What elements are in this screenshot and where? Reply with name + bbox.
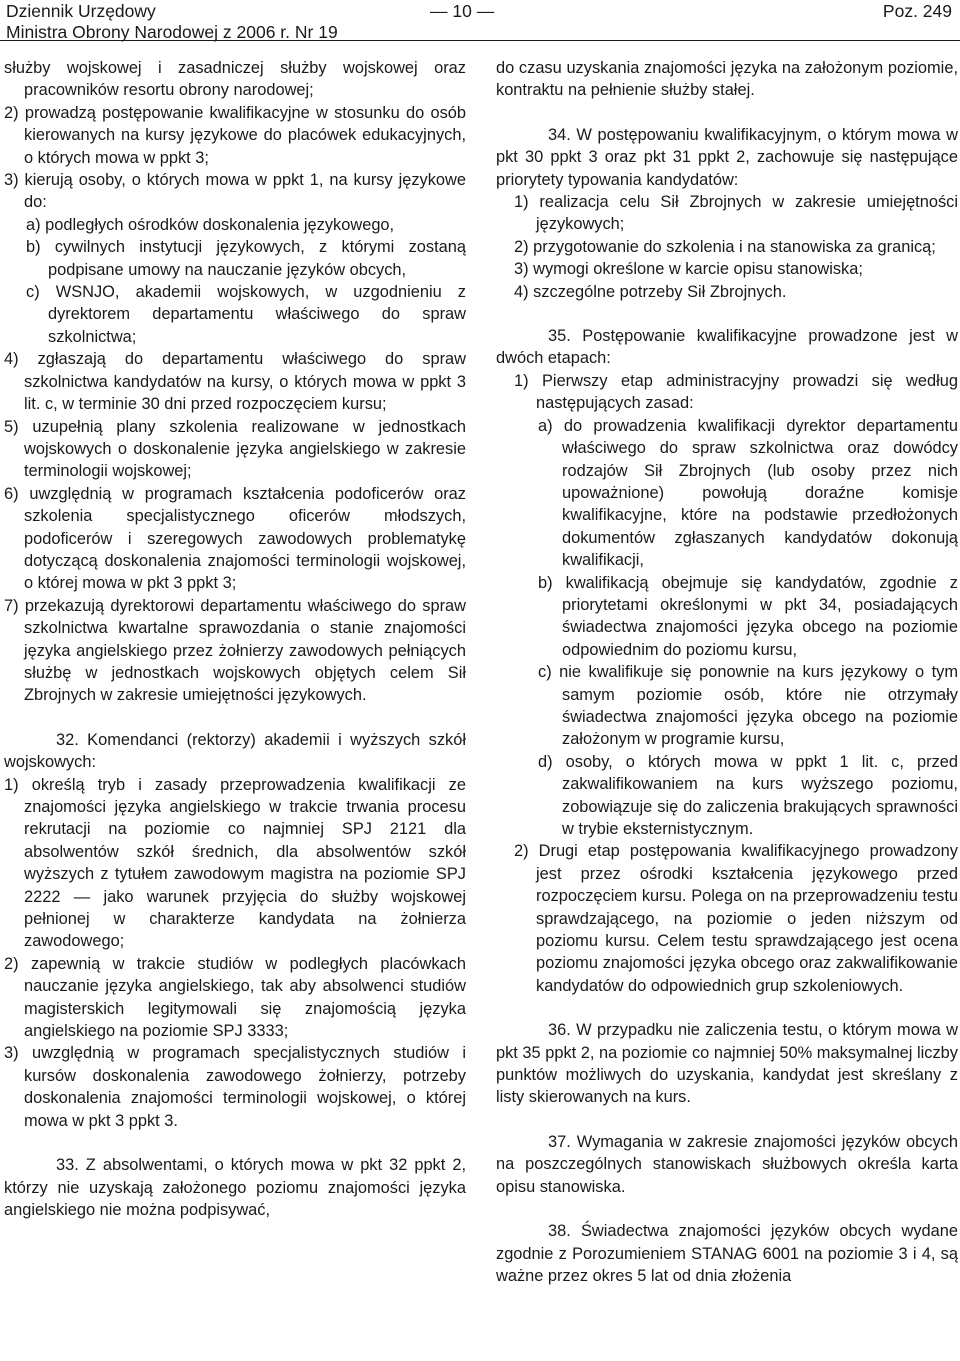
text-paragraph: c) nie kwalifikuje się ponownie na kurs językowy o tym samym poziomie osób, które nie otrzymały świadectwa znajomości języka obcego na poziomie założonym w programie kursu, <box>538 663 958 749</box>
text-paragraph: 36. W przypadku nie zaliczenia testu, o którym mowa w pkt 35 ppkt 2, na poziomie co najmniej 50% maksymalnej liczby punktów możliwych do uzyskania, kandydat jest skreślany z listy skierowanych na kurs. <box>496 1021 958 1107</box>
page-number: — 10 — <box>430 1 495 21</box>
right-text-column <box>496 57 958 1287</box>
text-paragraph: 2) Drugi etap postępowania kwalifikacyjnego prowadzony jest przez ośrodki kształcenia językowego przed rozpoczęciem kursu. Polega on na przeprowadzeniu testu sprawdzającego, na poziomie o jeden niższym od poziomu kursu. Celem testu sprawdzającego jest ocena poziomu znajomości języka obcego oraz zakwalifikowanie kandydatów do odpowiednich grup szkoleniowych. <box>514 842 958 995</box>
journal-name: Dziennik Urzędowy <box>6 1 156 21</box>
text-paragraph: służby wojskowej i zasadniczej służby wojskowej oraz pracowników resortu obrony narodowej; <box>4 59 466 100</box>
text-paragraph: 32. Komendanci (rektorzy) akademii i wyższych szkół wojskowych: <box>4 730 466 772</box>
text-paragraph: do czasu uzyskania znajomości języka na założonym poziomie, kontraktu na pełnienie służby stałej. <box>496 59 958 100</box>
paragraph-gap <box>4 707 466 729</box>
paragraph-gap <box>496 303 958 325</box>
text-paragraph: 2) przygotowanie do szkolenia i na stanowiska za granicą; <box>514 237 936 256</box>
text-paragraph: 1) określą tryb i zasady przeprowadzenia kwalifikacji ze znajomości języka angielskiego w trakcie trwania procesu rekrutacji na poziomie co najmniej SPJ 2121 dla absolwentów szkół średnich, dla absolwentów szkół wyższych z tytułem zawodowym magistra na poziomie SPJ 2222 — jako warunek przyjęcia do służby wojskowej pełnionej w charakterze kandydata na żołnierza zawodowego; <box>4 775 466 951</box>
position-number: Poz. 249 <box>882 1 952 21</box>
text-paragraph: 2) zapewnią w trakcie studiów w podległych placówkach nauczanie języka angielskiego, tak aby absolwenci studiów magisterskich legitymowali się znajomością języka angielskiego na poziomie SPJ 3333; <box>4 954 466 1041</box>
paragraph-gap <box>496 1198 958 1220</box>
text-paragraph: 6) uwzględnią w programach kształcenia podoficerów oraz szkolenia specjalistycznego oficerów młodszych, podoficerów i szeregowych zawodowych problematykę dotyczącą doskonalenia znajomości terminologii wojskowej, o której mowa w pkt 3 ppkt 3; <box>4 484 466 593</box>
text-paragraph: c) WSNJO, akademii wojskowych, w uzgodnieniu z dyrektorem departamentu właściwego do spraw szkolnictwa; <box>26 283 466 346</box>
text-paragraph: 5) uzupełnią plany szkolenia realizowane w jednostkach wojskowych o doskonalenie języka angielskiego w zakresie terminologii wojskowej; <box>4 417 466 481</box>
header-divider <box>0 40 960 41</box>
text-paragraph: 1) realizacja celu Sił Zbrojnych w zakresie umiejętności językowych; <box>514 193 958 234</box>
text-paragraph: 34. W postępowaniu kwalifikacyjnym, o którym mowa w pkt 30 ppkt 3 oraz pkt 31 ppkt 2, zachowuje się następujące priorytety typowania kandydatów: <box>496 125 958 189</box>
text-paragraph: 4) szczególne potrzeby Sił Zbrojnych. <box>514 282 787 301</box>
text-paragraph: a) podległych ośrodków doskonalenia językowego, <box>26 215 395 234</box>
text-paragraph: a) do prowadzenia kwalifikacji dyrektor departamentu właściwego do spraw szkolnictwa oraz dowódcy rodzajów Sił Zbrojnych (lub osoby przez nich upoważnione) powołują doraźne komisje kwalifikacyjne, które na podstawie przedłożonych dokumentów zgłaszanych kandydatów dokonują kwalifikacji, <box>538 416 958 570</box>
text-paragraph: d) osoby, o których mowa w ppkt 1 lit. c, przed zakwalifikowaniem na kurs wyższego poziomu, zobowiązuje się do zaliczenia brakujących sprawności w trybie eksternistycznym. <box>538 752 958 838</box>
paragraph-gap <box>496 1109 958 1131</box>
page-header <box>0 0 960 44</box>
paragraph-gap <box>4 1132 466 1154</box>
text-paragraph: 4) zgłaszają do departamentu właściwego do spraw szkolnictwa kandydatów na kursy, o których mowa w ppkt 3 lit. c, w terminie 30 dni przed rozpoczęciem kursu; <box>4 350 466 414</box>
text-paragraph: 3) uwzględnią w programach specjalistycznych studiów i kursów doskonalenia zawodowego żołnierzy, potrzeby doskonalenia znajomości terminologii wojskowej, o której mowa w pkt 3 ppkt 3. <box>4 1044 466 1130</box>
text-paragraph: 35. Postępowanie kwalifikacyjne prowadzone jest w dwóch etapach: <box>496 327 958 368</box>
left-text-column <box>4 57 466 1221</box>
text-paragraph: 37. Wymagania w zakresie znajomości języków obcych na poszczególnych stanowiskach służbowych określa karta opisu stanowiska. <box>496 1132 958 1196</box>
text-paragraph: 38. Świadectwa znajomości języków obcych wydane zgodnie z Porozumieniem STANAG 6001 na poziomie 3 i 4, są ważne przez okres 5 lat od dnia złożenia <box>496 1222 958 1285</box>
text-paragraph: 2) prowadzą postępowanie kwalifikacyjne w stosunku do osób kierowanych na kursy językowe do placówek edukacyjnych, o których mowa w ppkt 3; <box>4 103 466 167</box>
journal-issue: Ministra Obrony Narodowej z 2006 r. Nr 19 <box>6 22 338 42</box>
text-paragraph: 1) Pierwszy etap administracyjny prowadzi się według następujących zasad: <box>514 371 958 413</box>
text-paragraph: b) kwalifikacją obejmuje się kandydatów, zgodnie z priorytetami określonymi w pkt 34, posiadających świadectwa znajomości języka obcego na poziomie odpowiednim do poziomu kursu, <box>538 573 958 659</box>
paragraph-gap <box>496 997 958 1019</box>
text-paragraph: 3) wymogi określone w karcie opisu stanowiska; <box>514 260 863 279</box>
text-paragraph: 3) kierują osoby, o których mowa w ppkt 1, na kursy językowe do: <box>4 171 466 212</box>
paragraph-gap <box>496 102 958 124</box>
text-paragraph: 33. Z absolwentami, o których mowa w pkt 32 ppkt 2, którzy nie uzyskają założonego poziomu znajomości języka angielskiego nie można podpisywać, <box>4 1156 466 1219</box>
journal-title <box>6 1 338 43</box>
text-paragraph: 7) przekazują dyrektorowi departamentu właściwego do spraw szkolnictwa kwartalne sprawozdania o stanie znajomości języka angielskiego przez żołnierzy zawodowych pełniących służbę w jednostkach wojskowych objętych celem Sił Zbrojnych w zakresie umiejętności językowych. <box>4 596 466 705</box>
text-paragraph: b) cywilnych instytucji językowych, z którymi zostaną podpisane umowy na nauczanie języków obcych, <box>26 238 466 279</box>
